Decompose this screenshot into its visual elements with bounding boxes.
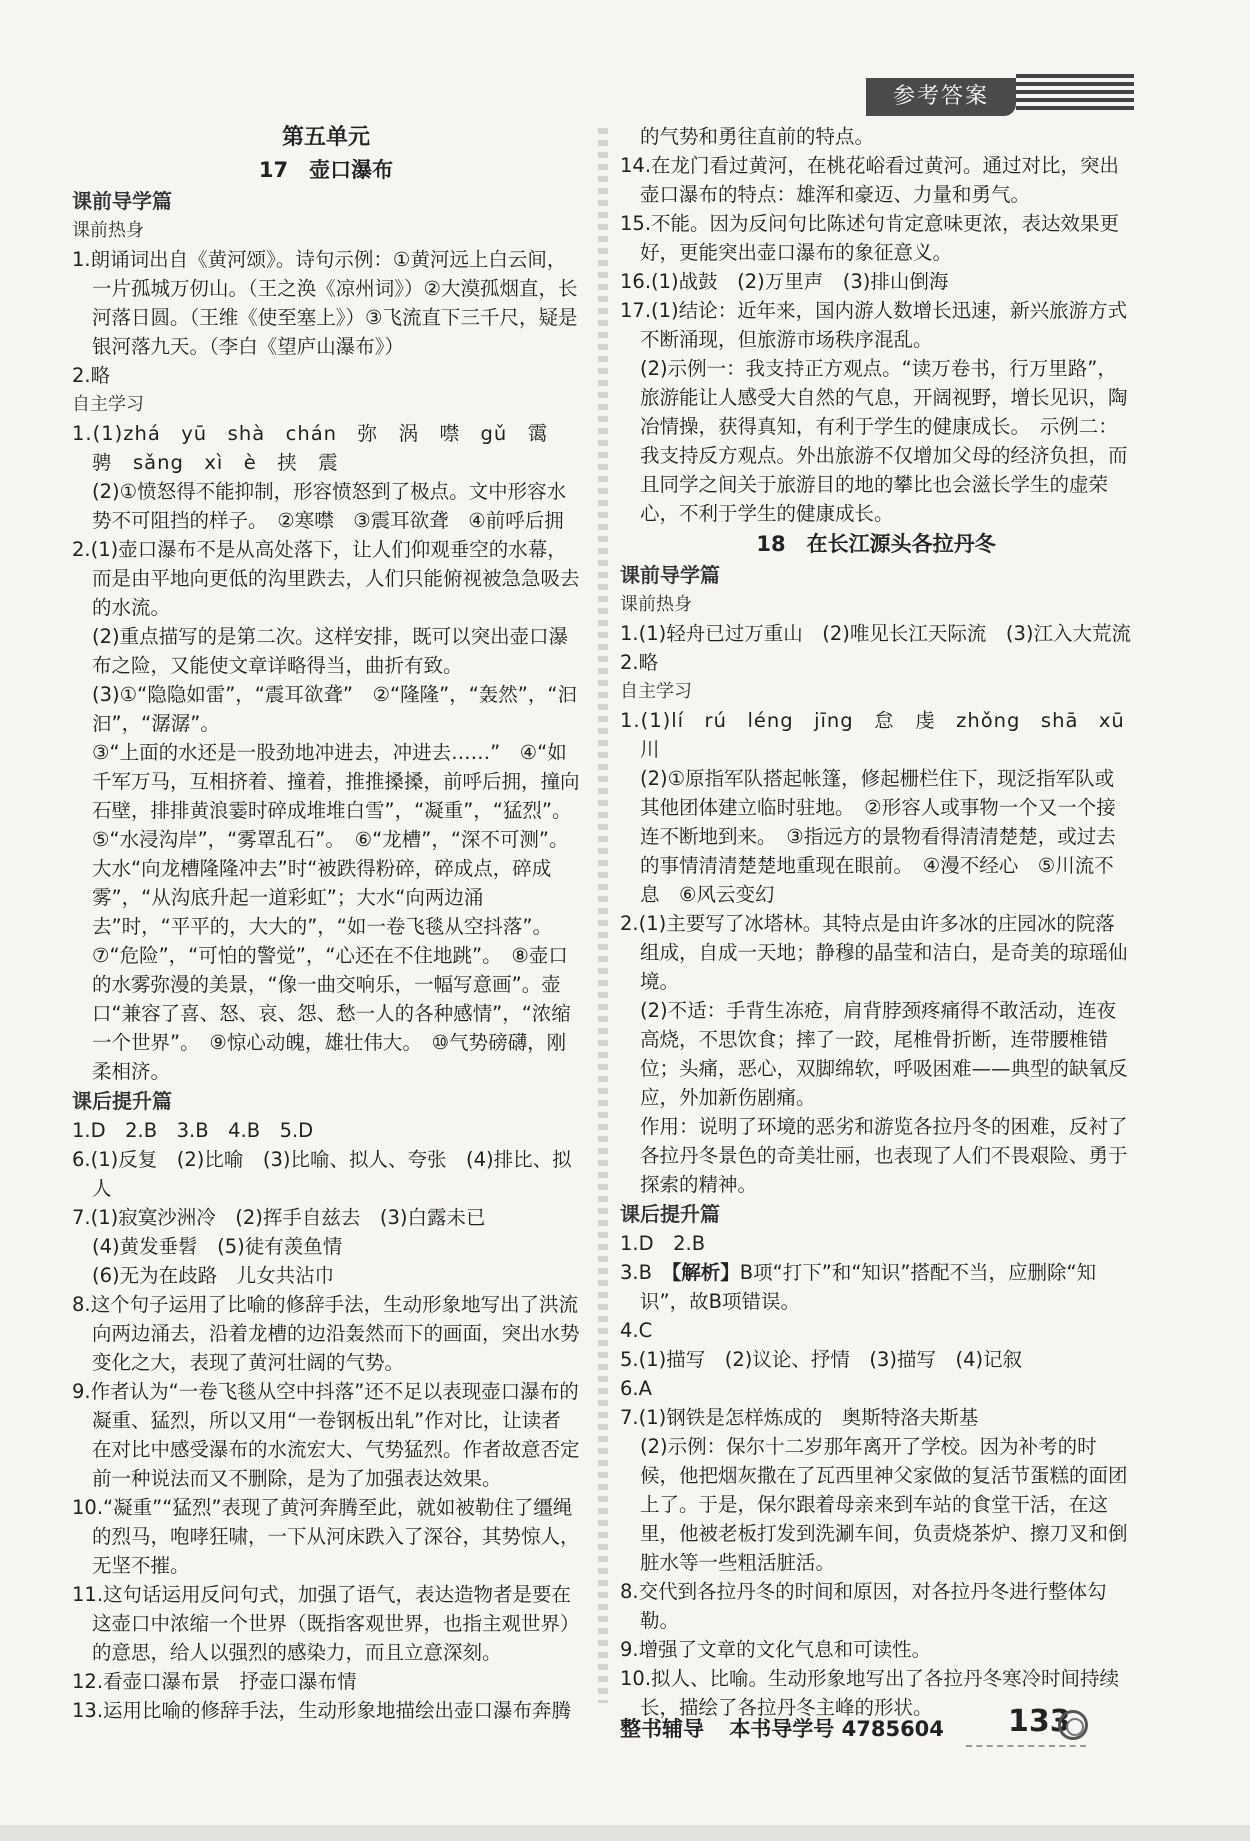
page-number: 133 (1008, 1704, 1071, 1739)
answer-item: 1.(1)zhá yū shà chán 弥 涡 噤 gǔ 霭 骋 sǎng xì è 挟 震 (72, 422, 569, 474)
answer-item: 12.看壶口瀑布景 抒壶口瀑布情 (72, 1670, 357, 1693)
answer-text: 3.B (620, 1261, 672, 1284)
analysis-text: B项“打下”和“知识”搭配不当，应删除“知识”，故B项错误。 (640, 1261, 1097, 1313)
answer-item: 2.(1)主要写了冰塔林。其特点是由许多冰的庄园冰的院落组成，自成一天地；静穆的晶莹和洁白，是奇美的琼瑶仙境。 (620, 912, 1128, 993)
footer (620, 1713, 944, 1743)
answer-item: (6)无为在歧路 儿女共沾巾 (92, 1264, 335, 1287)
answer-item: 6.(1)反复 (2)比喻 (3)比喻、拟人、夸张 (4)排比、拟人 (72, 1148, 572, 1200)
answer-item: 2.(1)壶口瀑布不是从高处落下，让人们仰观垂空的水幕，而是由平地向更低的沟里跌去，人们只能俯视被急急吸去的水流。 (72, 538, 580, 619)
page-circle-inner-icon (1066, 1718, 1084, 1736)
footer-label: 整书辅导 (620, 1717, 704, 1741)
answer-item: (4)黄发垂髫 (5)徒有羡鱼情 (92, 1235, 343, 1258)
analysis-label: 【解析】 (671, 1261, 740, 1284)
answer-item: 1.D 2.B 3.B 4.B 5.D (72, 1119, 314, 1142)
answer-item: 1.D 2.B (620, 1232, 706, 1255)
answer-item: 9.作者认为“一卷飞毯从空中抖落”还不足以表现壶口瀑布的凝重、猛烈，所以又用“一卷钢板出轧”作对比，让读者在对比中感受瀑布的水流宏大、气势猛烈。作者故意否定前一种说法而又不删除，是为了加强表达效果。 (72, 1380, 580, 1490)
answer-item: (2)重点描写的是第二次。这样安排，既可以突出壶口瀑布之险，又能使文章详略得当，曲折有致。 (92, 625, 569, 677)
answer-item: 7.(1)钢铁是怎样炼成的 奥斯特洛夫斯基 (620, 1406, 979, 1429)
footer-dash-line (966, 1745, 1086, 1747)
header-stripes-decoration (1016, 74, 1134, 118)
subsection-heading: 自主学习 (620, 681, 692, 702)
answer-item: 8.这个句子运用了比喻的修辞手法，生动形象地写出了洪流向两边涌去，沿着龙槽的边沿轰然而下的画面，突出水势变化之大，表现了黄河壮阔的气势。 (72, 1293, 580, 1374)
answer-item: (2)①原指军队搭起帐篷，修起栅栏住下，现泛指军队或其他团体建立临时驻地。 ②形容人或事物一个又一个接连不断地到来。 ③指远方的景物看得清清楚楚，或过去的事情清清楚楚地重现在眼前。 ④漫不经心 ⑤川流不息 ⑥风云变幻 (640, 767, 1116, 906)
section-heading: 课后提升篇 (620, 1202, 720, 1226)
answer-item: 的气势和勇往直前的特点。 (640, 125, 875, 148)
section-heading: 课前导学篇 (72, 189, 172, 213)
answer-item: 15.不能。因为反问句比陈述句肯定意味更浓，表达效果更好，更能突出壶口瀑布的象征意义。 (620, 212, 1120, 264)
answer-item: 1.(1)轻舟已过万重山 (2)唯见长江天际流 (3)江入大荒流 (620, 622, 1131, 645)
answer-item: 作用：说明了环境的恶劣和游览各拉丹冬的困难，反衬了各拉丹冬景色的奇美壮丽，也表现了人们不畏艰险、勇于探索的精神。 (640, 1115, 1128, 1196)
answer-item: 13.运用比喻的修辞手法，生动形象地描绘出壶口瀑布奔腾 (72, 1699, 572, 1722)
right-column (620, 122, 1146, 1722)
answer-item: (2)示例：保尔十二岁那年离开了学校。因为补考的时候，他把烟灰撒在了瓦西里神父家做的复活节蛋糕的面团上了。于是，保尔跟着母亲来到车站的食堂干活，在这里，他被老板打发到洗涮车间，负责烧茶炉、擦刀叉和倒脏水等一些粗活脏活。 (640, 1435, 1128, 1574)
subsection-heading: 课前热身 (72, 220, 144, 241)
answer-header-tag: 参考答案 (866, 78, 1016, 116)
answer-item: 1.朗诵词出自《黄河颂》。诗句示例：①黄河远上白云间，一片孤城万仞山。（王之涣《凉州词》）②大漠孤烟直，长河落日圆。（王维《使至塞上》）③飞流直下三千尺，疑是银河落九天。（李白《望庐山瀑布》） (72, 248, 578, 358)
answer-item: 2.略 (72, 364, 111, 387)
answer-item: 14.在龙门看过黄河，在桃花峪看过黄河。通过对比，突出壶口瀑布的特点：雄浑和豪迈、力量和勇气。 (620, 154, 1120, 206)
footer-code: 本书导学号 4785604 (729, 1717, 944, 1741)
answer-item: (2)示例一：我支持正方观点。“读万卷书，行万里路”，旅游能让人感受大自然的气息，开阔视野，增长见识，陶冶情操，获得真知，有利于学生的健康成长。 示例二：我支持反方观点。外出旅游不仅增加父母的经济负担，而且同学之间关于旅游目的地的攀比也会滋长学生的虚荣心，不利于学生的健康成长。 (640, 357, 1128, 525)
subsection-heading: 自主学习 (72, 394, 144, 415)
answer-item: 5.(1)描写 (2)议论、抒情 (3)描写 (4)记叙 (620, 1348, 1023, 1371)
subsection-heading: 课前热身 (620, 594, 692, 615)
answer-item: (2)不适：手背生冻疮，肩背脖颈疼痛得不敢活动，连夜高烧，不思饮食；摔了一跤，尾椎骨折断，连带腰椎错位；头痛，恶心，双脚绵软，呼吸困难——典型的缺氧反应，外加新伤剧痛。 (640, 999, 1128, 1109)
answer-item: 1.(1)lí rú léng jīng 怠 虔 zhǒng shā xū 川 (620, 709, 1146, 761)
answer-item: 11.这句话运用反问句式，加强了语气，表达造物者是要在这壶口中浓缩一个世界（既指客观世界，也指主观世界）的意思，给人以强烈的感染力，而且立意深刻。 (72, 1583, 580, 1664)
answer-item: 10.“凝重”“猛烈”表现了黄河奔腾至此，就如被勒住了缰绳的烈马，咆哮狂啸，一下从河床跌入了深谷，其势惊人，无坚不摧。 (72, 1496, 580, 1577)
answer-item: 9.增强了文章的文化气息和可读性。 (620, 1638, 932, 1661)
column-divider (598, 128, 608, 1703)
section-heading: 课前导学篇 (620, 563, 720, 587)
answer-item: (3)①“隐隐如雷”，“震耳欲聋” ②“隆隆”，“轰然”，“汩汩”，“潺潺”。 (92, 683, 578, 735)
answer-item: 10.拟人、比喻。生动形象地写出了各拉丹冬寒冷时间持续长，描绘了各拉丹冬主峰的形状。 (620, 1667, 1120, 1719)
unit-title: 第五单元 (281, 125, 370, 150)
answer-item: ⑦“危险”，“可怕的警觉”，“心还在不住地跳”。 ⑧壶口的水雾弥漫的美景，“像一曲交响乐，一幅写意画”。壶口“兼容了喜、怒、哀、怨、愁一人的各种感情”，“浓缩一个世界”。 ⑨惊心动魄，雄壮伟大。 ⑩气势磅礴，刚柔相济。 (92, 944, 571, 1083)
answer-item: 17.(1)结论：近年来，国内游人数增长迅速，新兴旅游方式不断涌现，但旅游市场秩序混乱。 (620, 299, 1128, 351)
answer-item: (2)①愤怒得不能抑制，形容愤怒到了极点。文中形容水势不可阻挡的样子。 ②寒噤 ③震耳欲聋 ④前呼后拥 (92, 480, 567, 532)
page-edge (0, 1825, 1250, 1841)
left-column (72, 122, 580, 1725)
answer-item: ③“上面的水还是一股劲地冲进去，冲进去……” ④“如千军万马，互相挤着、撞着，推推搡搡，前呼后拥，撞向石壁，排排黄浪霎时碎成堆堆白雪”，“凝重”，“猛烈”。 ⑤“水浸沟岸”，“雾罩乱石”。 ⑥“龙槽”，“深不可测”。大水“向龙槽隆隆冲去”时“被跌得粉碎，碎成点，碎成雾”，“从沟底升起一道彩虹”；大水“向两边涌去”时，“平平的，大大的”，“如一卷飞毯从空抖落”。 (92, 741, 582, 938)
section-heading: 课后提升篇 (72, 1089, 172, 1113)
lesson-title-18: 18 在长江源头各拉丹冬 (756, 532, 996, 556)
answer-item (620, 1258, 1132, 1316)
answer-item: 7.(1)寂寞沙洲冷 (2)挥手自兹去 (3)白露未已 (72, 1206, 486, 1229)
answer-item: 2.略 (620, 651, 659, 674)
answer-item: 6.A (620, 1377, 652, 1400)
answer-item: 16.(1)战鼓 (2)万里声 (3)排山倒海 (620, 270, 949, 293)
answer-item: 8.交代到各拉丹冬的时间和原因，对各拉丹冬进行整体勾勒。 (620, 1580, 1107, 1632)
answer-item: 4.C (620, 1319, 653, 1342)
lesson-title-17: 17 壶口瀑布 (258, 158, 394, 182)
